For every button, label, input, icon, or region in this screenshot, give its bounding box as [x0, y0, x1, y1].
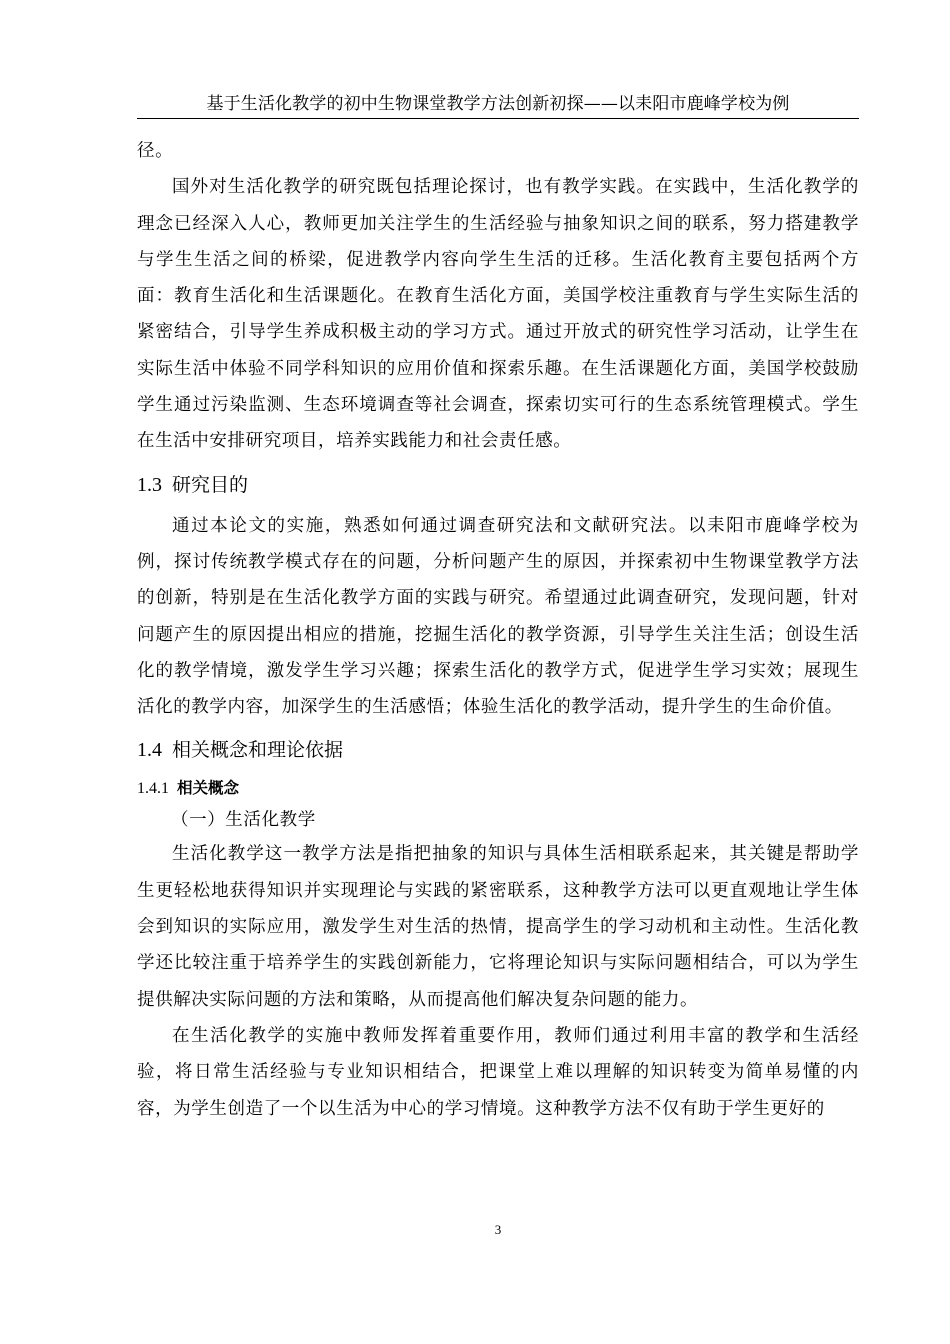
subsection-number: 1.4.1: [137, 780, 169, 798]
section-title: 研究目的: [172, 473, 249, 496]
header-rule: [137, 118, 859, 119]
subsection-heading-1-4-1: [137, 773, 859, 804]
section-title: 相关概念和理论依据: [172, 739, 344, 762]
continuation-text: 径。: [137, 141, 174, 161]
body-text: [137, 133, 859, 1127]
paragraph-foreign-research: 国外对生活化教学的研究既包括理论探讨，也有教学实践。在实践中，生活化教学的理念已经深入人心，教师更加关注学生的生活经验与抽象知识之间的联系，努力搭建教学与学生生活之间的桥梁，促进教学内容向学生生活的迁移。生活化教育主要包括两个方面：教育生活化和生活课题化。在教育生活化方面，美国学校注重教育与学生实际生活的紧密结合，引导学生养成积极主动的学习方式。通过开放式的研究性学习活动，让学生在实际生活中体验不同学科知识的应用价值和探索乐趣。在生活课题化方面，美国学校鼓励学生通过污染监测、生态环境调查等社会调查，探索切实可行的生态系统管理模式。学生在生活中安排研究项目，培养实践能力和社会责任感。: [137, 177, 859, 452]
section-number: 1.3: [137, 473, 162, 496]
paragraph-research-purpose: 通过本论文的实施，熟悉如何通过调查研究法和文献研究法。以耒阳市鹿峰学校为例，探讨传统教学模式存在的问题，分析问题产生的原因，并探索初中生物课堂教学方法的创新，特别是在生活化教学方面的实践与研究。希望通过此调查研究，发现问题，针对问题产生的原因提出相应的措施，挖掘生活化的教学资源，引导学生关注生活；创设生活化的教学情境，激发学生学习兴趣；探索生活化的教学方式，促进学生学习实效；展现生活化的教学内容，加深学生的生活感悟；体验生活化的教学活动，提升学生的生命价值。: [137, 515, 859, 718]
paragraph-concept-2: 在生活化教学的实施中教师发挥着重要作用，教师们通过利用丰富的教学和生活经验，将日常生活经验与专业知识相结合，把课堂上难以理解的知识转变为简单易懂的内容，为学生创造了一个以生活为中心的学习情境。这种教学方法不仅有助于学生更好的: [137, 1025, 859, 1119]
section-number: 1.4: [137, 739, 162, 762]
list-item-heading: （一）生活化教学: [171, 810, 316, 831]
running-header: 基于生活化教学的初中生物课堂教学方法创新初探——以耒阳市鹿峰学校为例: [206, 94, 790, 114]
paragraph-concept-1: 生活化教学这一教学方法是指把抽象的知识与具体生活相联系起来，其关键是帮助学生更轻松地获得知识并实现理论与实践的紧密联系，这种教学方法可以更直观地让学生体会到知识的实际应用，激发学生对生活的热情，提高学生的学习动机和主动性。生活化教学还比较注重于培养学生的实践创新能力，它将理论知识与实际问题相结合，可以为学生提供解决实际问题的方法和策略，从而提高他们解决复杂问题的能力。: [137, 844, 859, 1010]
subsection-title: 相关概念: [177, 779, 240, 798]
section-heading-1-3: [137, 468, 859, 502]
page-number: 3: [494, 1222, 502, 1237]
section-heading-1-4: [137, 733, 859, 767]
